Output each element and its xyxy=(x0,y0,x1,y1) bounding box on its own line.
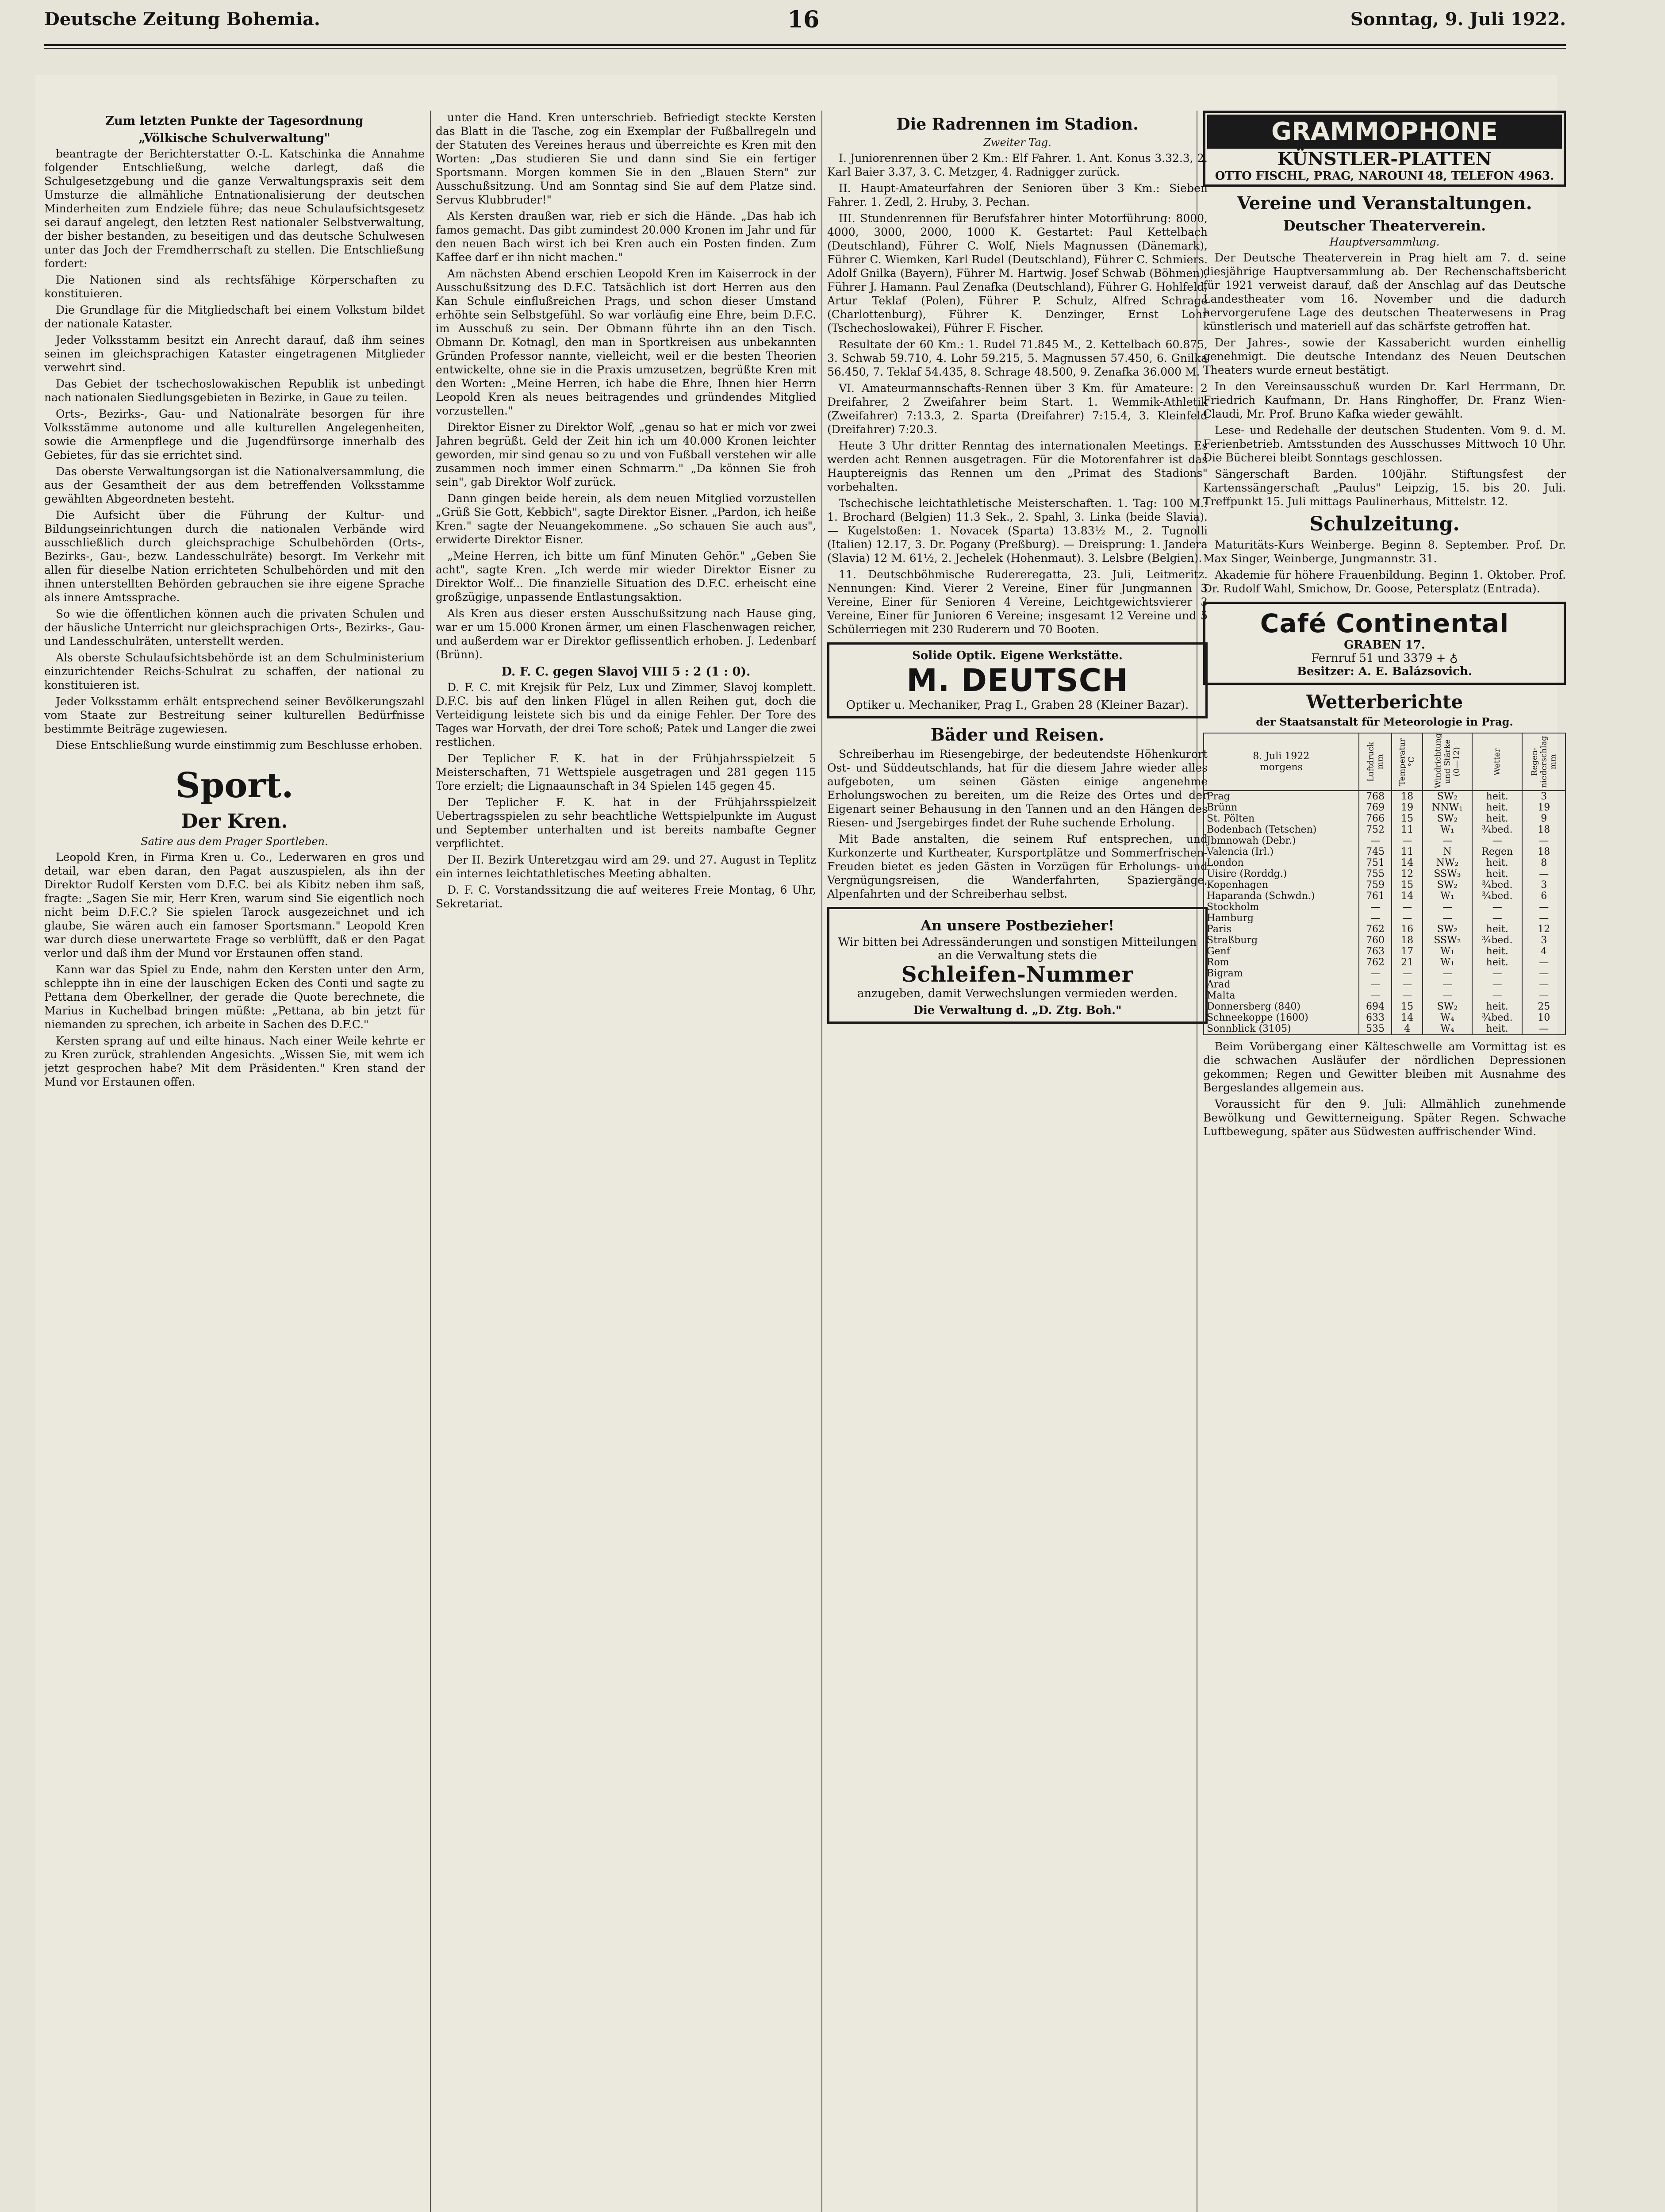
weather-value: — xyxy=(1359,968,1392,979)
weather-station: Straßburg xyxy=(1204,935,1359,946)
weather-value: — xyxy=(1472,968,1522,979)
weather-value: SW₂ xyxy=(1423,1001,1472,1012)
weather-row xyxy=(1204,802,1565,813)
weather-value: — xyxy=(1522,979,1565,990)
masthead xyxy=(44,6,1566,35)
weather-value: — xyxy=(1359,979,1392,990)
ad-company-name: M. DEUTSCH xyxy=(906,662,1128,699)
weather-value: 762 xyxy=(1359,957,1392,968)
weather-value: heit. xyxy=(1472,946,1522,957)
weather-row xyxy=(1204,1023,1565,1035)
weather-header-col: Luftdruck mm xyxy=(1359,733,1392,791)
masthead-paper: Deutsche Zeitung Bohemia. xyxy=(44,9,320,30)
weather-value: — xyxy=(1359,913,1392,924)
ad-owner: Besitzer: A. E. Balázsovich. xyxy=(1297,665,1472,678)
weather-value: 6 xyxy=(1522,891,1565,902)
weather-station: Haparanda (Schwdn.) xyxy=(1204,891,1359,902)
weather-row xyxy=(1204,879,1565,891)
weather-station: Arad xyxy=(1204,979,1359,990)
weather-value: — xyxy=(1472,979,1522,990)
paragraph: III. Stundenrennen für Berufsfahrer hinter Motorführung: 8000, 4000, 3000, 2000, 1000 K. Gestartet: Paul Kettelbach (Deutschland), Führer C. Wolf, Niels Magnussen (Dänemark), Führer C. Wiemken, Karl Rudel (Deutschland), Führer C. Schmiers. Adolf Gnilka (Bayern), Führer M. Hartwig. Josef Schwab (Böhmen), Führer J. Hamann. Paul Zenafka (Deutschland), Führer G. Hohlfeld, Artur Teklaf (Polen), Führer P. Schulz, Alfred Schrage (Charlottenburg), Führer K. Denzinger, Ernst Lohr (Tschechoslowakei), Führer F. Fischer. xyxy=(827,212,1208,334)
weather-value: ¾bed. xyxy=(1472,879,1522,891)
masthead-rule-thin xyxy=(44,48,1566,49)
weather-value: — xyxy=(1472,913,1522,924)
notice-body: Wir bitten bei Adressänderungen und sonstigen Mitteilungen an die Verwaltung stets die xyxy=(838,936,1197,962)
section-heading-schulzeitung: Schulzeitung. xyxy=(1309,513,1460,535)
weather-value: — xyxy=(1392,968,1422,979)
paragraph: Schreiberhau im Riesengebirge, der bedeutendste Höhenkurort Ost- und Süddeutschlands, hat für die diesem Jahre wieder alles aufgeboten, um seinen Gästen einige angenehme Erholungswochen zu bereiten, um die Reize des Ortes und der Eigenart seiner Behausung in den Tannen und an den Hängen des Riesen- und Jsergebirges findet der Ruhe suchende Erholung. xyxy=(827,748,1208,829)
weather-station: Kopenhagen xyxy=(1204,879,1359,891)
paragraph: Direktor Eisner zu Direktor Wolf, „genau so hat er mich vor zwei Jahren begrüßt. Geld der Zeit hin ich um 40.000 Kronen leichter geworden, mir sind genau so zu und von Fußball verstehen wir alle zusammen noch immer einen Schmarrn." „Da können Sie froh sein", gab Direktor Wolf zurück. xyxy=(436,421,816,488)
weather-station: Bodenbach (Tetschen) xyxy=(1204,824,1359,835)
paragraph: Als oberste Schulaufsichtsbehörde ist an dem Schulministerium einzurichtender Reichs-Schulrat zu schaffen, der national zu konstituieren ist. xyxy=(44,651,425,691)
weather-value: 759 xyxy=(1359,879,1392,891)
weather-row xyxy=(1204,935,1565,946)
weather-value: — xyxy=(1472,990,1522,1001)
weather-time: morgens xyxy=(1259,762,1303,773)
weather-value: 18 xyxy=(1522,824,1565,835)
weather-value: 12 xyxy=(1522,924,1565,935)
paragraph: Maturitäts-Kurs Weinberge. Beginn 8. September. Prof. Dr. Max Singer, Weinberge, Jungmannstr. 31. xyxy=(1203,538,1566,565)
paragraph: D. F. C. Vorstandssitzung die auf weiteres Freie Montag, 6 Uhr, Sekretariat. xyxy=(436,883,816,910)
section-heading-wetter: Wetterberichte xyxy=(1306,691,1463,713)
weather-value: — xyxy=(1392,835,1422,846)
paragraph: Die Nationen sind als rechtsfähige Körperschaften zu konstituieren. xyxy=(44,273,425,300)
weather-value: 4 xyxy=(1522,946,1565,957)
weather-value: W₄ xyxy=(1423,1012,1472,1023)
paragraph: unter die Hand. Kren unterschrieb. Befriedigt steckte Kersten das Blatt in die Tasche, zog ein Exemplar der Fußballregeln und der Statuten des Vereines heraus und überreichte es Kren mit den Worten: „Das studieren Sie und dann sind Sie ein fertiger Sportsmann. Morgen kommen Sie in den „Blauen Stern" zur Ausschußsitzung. Und am Sonntag sind Sie auf dem Platze sind. Servus Klubbruder!" xyxy=(436,111,816,206)
ad-line: KÜNSTLER-PLATTEN xyxy=(1277,149,1492,169)
weather-value: 17 xyxy=(1392,946,1422,957)
weather-value: — xyxy=(1392,990,1422,1001)
notice-tail: anzugeben, damit Verwechslungen vermieden werden. xyxy=(857,987,1178,1000)
weather-value: 25 xyxy=(1522,1001,1565,1012)
paragraph: Die Aufsicht über die Führung der Kultur- und Bildungseinrichtungen durch die nationalen Verbände wird ausschließlich durch gleichsprachige Schulbehörden (Orts-, Bezirks-, Gau-, bezw. Landesschulräte) besorgt. Im Verkehr mit allen für dieselbe Nation errichteten Schulbehörden und mit den ihnen unterstellten Behörden gebrauchen sie ihre eigene Sprache als innere Amtssprache. xyxy=(44,509,425,604)
paragraph: Sängerschaft Barden. 100jähr. Stiftungsfest der Kartenssängerschaft „Paulus" Leipzig, 15. bis 20. Juli. Treffpunkt 15. Juli mittags Paulinerhaus, Mittelstr. 12. xyxy=(1203,468,1566,508)
weather-header-col: Wetter xyxy=(1472,733,1522,791)
weather-value: 745 xyxy=(1359,846,1392,857)
weather-value: 18 xyxy=(1392,935,1422,946)
paragraph: Der Deutsche Theaterverein in Prag hielt am 7. d. seine diesjährige Hauptversammlung ab. Der Rechenschaftsbericht für 1921 verweist darauf, daß der Anschlag auf das Deutsche Landestheater vom 16. November und die dadurch hervorgerufene Lage des deutschen Theaterwesens in Prag künstlerisch und materiell auf das schärfste getroffen hat. xyxy=(1203,251,1566,333)
weather-station: Prag xyxy=(1204,791,1359,802)
weather-station: Valencia (Irl.) xyxy=(1204,846,1359,857)
weather-row xyxy=(1204,824,1565,835)
article-heading-radrennen: Die Radrennen im Stadion. xyxy=(896,115,1139,134)
weather-date: 8. Juli 1922 xyxy=(1253,751,1310,762)
weather-value: — xyxy=(1392,913,1422,924)
paragraph: Als Kersten draußen war, rieb er sich die Hände. „Das hab ich famos gemacht. Das gibt zumindest 20.000 Kronen im Jahr und für den neuen Bach wirst ich bei Kren auch ein Posten finden. Zum Kaffee darf er ihn nicht machen." xyxy=(436,210,816,264)
weather-value: SW₂ xyxy=(1423,924,1472,935)
weather-row xyxy=(1204,1012,1565,1023)
ad-phone: Fernruf 51 und 3379 + ♁ xyxy=(1311,652,1458,665)
weather-value: 752 xyxy=(1359,824,1392,835)
weather-row xyxy=(1204,902,1565,913)
weather-value: 15 xyxy=(1392,879,1422,891)
weather-value: 694 xyxy=(1359,1001,1392,1012)
weather-station: Rom xyxy=(1204,957,1359,968)
weather-value: 19 xyxy=(1522,802,1565,813)
weather-value: 3 xyxy=(1522,879,1565,891)
weather-value: — xyxy=(1359,835,1392,846)
page-number: 16 xyxy=(787,6,820,33)
weather-station: Schneekoppe (1600) xyxy=(1204,1012,1359,1023)
weather-row xyxy=(1204,946,1565,957)
paragraph: Die Grundlage für die Mitgliedschaft bei einem Volkstum bildet der nationale Kataster. xyxy=(44,303,425,330)
advertisement-grammophone xyxy=(1203,111,1566,187)
weather-value: 14 xyxy=(1392,857,1422,868)
weather-value: NNW₁ xyxy=(1423,802,1472,813)
weather-station: Uisire (Rorddg.) xyxy=(1204,868,1359,879)
weather-value: 535 xyxy=(1359,1023,1392,1035)
weather-value: — xyxy=(1472,835,1522,846)
advertisement-deutsch xyxy=(827,642,1208,718)
weather-value: 9 xyxy=(1522,813,1565,824)
weather-row xyxy=(1204,1001,1565,1012)
ad-address: Optiker u. Mechaniker, Prag I., Graben 28 (Kleiner Bazar). xyxy=(846,699,1189,712)
advertisement-cafe-continental xyxy=(1203,602,1566,685)
weather-row xyxy=(1204,957,1565,968)
weather-value: 11 xyxy=(1392,824,1422,835)
article-heading-theater: Deutscher Theaterverein. xyxy=(1283,217,1486,234)
paragraph: Mit Bade anstalten, die seinem Ruf entsprechen, und Kurkonzerte und Kurtheater, Kursportplätze und Sommerfrischen-Freuden bietet es jeden Gästen in Vorzügen für Erholungs- und Vergnügungsreisen, die Wanderfahrten, Spaziergänge, Alpenfahrten und der Schreiberhau selbst. xyxy=(827,833,1208,900)
weather-value: 760 xyxy=(1359,935,1392,946)
weather-value: — xyxy=(1522,835,1565,846)
notice-keyword: Schleifen-Nummer xyxy=(902,962,1133,987)
column-3 xyxy=(827,111,1208,1030)
weather-station: Jbmnowah (Debr.) xyxy=(1204,835,1359,846)
paragraph: Das Gebiet der tschechoslowakischen Republik ist unbedingt nach nationalen Siedlungsgebieten in Bezirke, in Gaue zu teilen. xyxy=(44,377,425,404)
weather-value: 769 xyxy=(1359,802,1392,813)
paragraph: Dann gingen beide herein, als dem neuen Mitglied vorzustellen „Grüß Sie Gott, Kebbich", sagte Direktor Eisner. „Pardon, ich heiße Kren." sagte der Neuangekommene. „So schauen Sie auch aus", erwiderte Direktor Eisner. xyxy=(436,492,816,546)
weather-value: 10 xyxy=(1522,1012,1565,1023)
paragraph: D. F. C. mit Krejsik für Pelz, Lux und Zimmer, Slavoj komplett. D.F.C. bis auf den linken Flügel in allen Reihen gut, doch die Verteidigung leistete sich bis und da einige Fehler. Der Tore des Tages war Horvath, der drei Tore schoß; Patek und Langer die zwei restlichen. xyxy=(436,681,816,749)
ad-cafe-name: Café Continental xyxy=(1260,608,1509,638)
weather-value: 3 xyxy=(1522,791,1565,802)
weather-value: — xyxy=(1423,990,1472,1001)
weather-value: heit. xyxy=(1472,1023,1522,1035)
weather-station: St. Pölten xyxy=(1204,813,1359,824)
paragraph: In den Vereinsausschuß wurden Dr. Karl Herrmann, Dr. Friedrich Kaufmann, Dr. Hans Ringhoffer, Dr. Franz Wien-Claudi, Mr. Prof. Bruno Kafka wieder gewählt. xyxy=(1203,380,1566,420)
paragraph: Jeder Volksstamm erhält entsprechend seiner Bevölkerungszahl vom Staate zur Bestreitung seiner kulturellen Bedürfnisse bestimmte Beiträge zugewiesen. xyxy=(44,695,425,735)
weather-table xyxy=(1203,733,1566,1035)
weather-station: Donnersberg (840) xyxy=(1204,1001,1359,1012)
paragraph: Tschechische leichtathletische Meisterschaften. 1. Tag: 100 M.: 1. Brochard (Belgien) 11.3 Sek., 2. Spahl, 3. Linka (beide Slavia). — Kugelstoßen: 1. Novacek (Sparta) 13.83½ M., 2. Tugnolli (Italien) 12.17, 3. Dr. Pogany (Preßburg). — Dreisprung: 1. Jandera (Slavia) 12 M. 61½, 2. Jechelek (Hohenmaut). 3. Lelsbre (Belgien). xyxy=(827,497,1208,565)
weather-station: Malta xyxy=(1204,990,1359,1001)
weather-value: W₁ xyxy=(1423,891,1472,902)
weather-value: NW₂ xyxy=(1423,857,1472,868)
weather-row xyxy=(1204,868,1565,879)
weather-row xyxy=(1204,979,1565,990)
weather-value: W₁ xyxy=(1423,824,1472,835)
weather-value: heit. xyxy=(1472,802,1522,813)
weather-header-col: Windrichtung und Stärke (0—12) xyxy=(1423,733,1472,791)
weather-value: 15 xyxy=(1392,813,1422,824)
paragraph: Orts-, Bezirks-, Gau- und Nationalräte besorgen für ihre Volksstämme autonome und alle kulturellen Angelegenheiten, sowie die Armenpflege und die Jugendfürsorge innerhalb des Gebietes, für das sie errichtet sind. xyxy=(44,407,425,461)
paragraph: Am nächsten Abend erschien Leopold Kren im Kaiserrock in der Ausschußsitzung des D.F.C. Tatsächlich ist dort Herren aus den Kan Schule einflußreichen Prags, und schon dieser Umstand erhöhte sein Selbstgefühl. So war vorläufig eine Ehre, beim D.F.C. im Ausschuß zu sein. Der Obmann führte ihn an den Tisch. Obmann Dr. Kotnagl, den man in Sportkreisen aus unbekannten Gründen Professor nannte, vielleicht, weil er die besten Theorien entwickelte, ohne sie in die Praxis umzusetzen, begrüßte Kren mit den Worten: „Meine Herren, ich habe die Ehre, Ihnen hier Herrn Leopold Kren als neues beitragendes und gründendes Mitglied vorzustellen." xyxy=(436,267,816,417)
paragraph: Der Jahres-, sowie der Kassabericht wurden einhellig genehmigt. Die deutsche Intendanz des Neuen Deutschen Theaters wurde erneut bestätigt. xyxy=(1203,336,1566,376)
weather-value: 11 xyxy=(1392,846,1422,857)
weather-value: SW₂ xyxy=(1423,791,1472,802)
weather-value: — xyxy=(1359,902,1392,913)
weather-value: — xyxy=(1522,957,1565,968)
paragraph: Voraussicht für den 9. Juli: Allmählich zunehmende Bewölkung und Gewitterneigung. Später Regen. Schwache Luftbewegung, später aus Südwesten auffrischender Wind. xyxy=(1203,1098,1566,1138)
weather-value: — xyxy=(1522,990,1565,1001)
weather-station: Brünn xyxy=(1204,802,1359,813)
weather-value: N xyxy=(1423,846,1472,857)
weather-value: 14 xyxy=(1392,891,1422,902)
weather-row xyxy=(1204,857,1565,868)
weather-value: — xyxy=(1423,835,1472,846)
masthead-rule xyxy=(44,44,1566,46)
weather-value: 8 xyxy=(1522,857,1565,868)
weather-value: 766 xyxy=(1359,813,1392,824)
weather-row xyxy=(1204,835,1565,846)
column-divider xyxy=(430,111,431,2212)
weather-header-date xyxy=(1204,733,1359,791)
weather-value: ¾bed. xyxy=(1472,1012,1522,1023)
weather-value: — xyxy=(1392,979,1422,990)
weather-value: 21 xyxy=(1392,957,1422,968)
article-subheading: Zweiter Tag. xyxy=(983,136,1051,149)
ad-title: GRAMMOPHONE xyxy=(1207,115,1562,149)
weather-station: Paris xyxy=(1204,924,1359,935)
paragraph: Beim Vorübergang einer Kälteschwelle am Vormittag ist es die schwachen Ausläufer der nördlichen Depressionen gekommen; Regen und Gewitter bleiben mit Ausnahme des Bergeslandes allgemein aus. xyxy=(1203,1040,1566,1094)
weather-value: 755 xyxy=(1359,868,1392,879)
paragraph: Heute 3 Uhr dritter Renntag des internationalen Meetings. Es werden acht Rennen ausgetragen. Für die Motorenfahrer ist das Hauptereignis das Rennen um den „Primat des Stadions" vorbehalten. xyxy=(827,439,1208,493)
weather-station: Stockholm xyxy=(1204,902,1359,913)
column-divider xyxy=(821,111,822,2212)
weather-value: 3 xyxy=(1522,935,1565,946)
weather-value: 15 xyxy=(1392,1001,1422,1012)
paragraph: Lese- und Redehalle der deutschen Studenten. Vom 9. d. M. Ferienbetrieb. Amtsstunden des Ausschusses Mittwoch 10 Uhr. Die Bücherei bleibt Sonntags geschlossen. xyxy=(1203,424,1566,464)
paragraph: Kann war das Spiel zu Ende, nahm den Kersten unter den Arm, schleppte ihn in eine der lauschigen Ecken des Conti und sagte zu Pettana dem Oberkellner, der gerade die Quote berechnete, die Marius in Kuchelbad bringen müßte: „Pettana, ab bin jetzt für niemanden zu sprechen, ich arbeite in Sachen des D.F.C." xyxy=(44,963,425,1031)
weather-row xyxy=(1204,846,1565,857)
paragraph: Leopold Kren, in Firma Kren u. Co., Lederwaren en gros und detail, war eben daran, den Pagat auszuspielen, als ihn der Direktor Rudolf Kersten vom D.F.C. bei als Kibitz neben ihm saß, fragte: „Sagen Sie mir, Herr Kren, warum sind Sie eigentlich noch nicht beim D.F.C.? Sie spielen Tarock ausgezeichnet und ich glaube, Sie wären auch ein famoser Sportsmann." Leopold Kren war durch diese unerwartete Frage so verblüfft, daß er den Pagat verlor und daß ihm der Mund vor Erstaunen offen stand. xyxy=(44,851,425,960)
article-heading: „Völkische Schulverwaltung" xyxy=(138,131,330,145)
weather-value: 751 xyxy=(1359,857,1392,868)
paragraph: Resultate der 60 Km.: 1. Rudel 71.845 M., 2. Kettelbach 60.875, 3. Schwab 59.710, 4. Lohr 59.215, 5. Magnussen 57.450, 6. Gnilka 56.450, 7. Teklaf 54.435, 8. Schrage 48.500, 9. Zenafka 36.000 M. xyxy=(827,338,1208,378)
notice-signature: Die Verwaltung d. „D. Ztg. Boh." xyxy=(913,1004,1122,1017)
weather-value: W₁ xyxy=(1423,957,1472,968)
section-heading-baeder: Bäder und Reisen. xyxy=(930,725,1105,745)
paragraph: beantragte der Berichterstatter O.-L. Katschinka die Annahme folgender Entschließung, welche darlegt, daß die Schulgesetzgebung und die ganze Verwaltungspraxis seit dem Umsturze die allmähliche Entnationalisierung der deutschen Minderheiten zum Endziele führe; das neue Schulaufsichtsgesetz sei darauf angelegt, den letzten Rest nationaler Selbstverwaltung, der bisher bestanden, zu beseitigen und das deutsche Schulwesen unter das Joch der Fremdherrschaft zu stellen. Die Entschließung fordert: xyxy=(44,147,425,270)
weather-value: — xyxy=(1423,968,1472,979)
weather-row xyxy=(1204,891,1565,902)
weather-value: — xyxy=(1522,868,1565,879)
column-4 xyxy=(1203,111,1566,1141)
weather-row xyxy=(1204,968,1565,979)
weather-value: — xyxy=(1472,902,1522,913)
weather-row xyxy=(1204,990,1565,1001)
weather-value: heit. xyxy=(1472,868,1522,879)
paragraph: Der Teplicher F. K. hat in der Frühjahrsspielzeit 5 Meisterschaften, 71 Wettspiele ausgetragen und 281 gegen 115 Tore erzielt; die Lignaaunschaft in 34 Spielen 145 gegen 45. xyxy=(436,752,816,792)
weather-value: SSW₃ xyxy=(1423,868,1472,879)
weather-value: heit. xyxy=(1472,924,1522,935)
weather-station: Genf xyxy=(1204,946,1359,957)
weather-value: 4 xyxy=(1392,1023,1422,1035)
weather-value: 761 xyxy=(1359,891,1392,902)
weather-value: — xyxy=(1522,913,1565,924)
article-heading-kren: Der Kren. xyxy=(181,810,288,833)
paragraph: I. Juniorenrennen über 2 Km.: Elf Fahrer. 1. Ant. Konus 3.32.3, 2. Karl Baier 3.37, 3. C. Metzger, 4. Radnigger zurück. xyxy=(827,152,1208,178)
weather-value: 16 xyxy=(1392,924,1422,935)
weather-value: W₄ xyxy=(1423,1023,1472,1035)
notice-heading: An unsere Postbezieher! xyxy=(921,917,1114,934)
paragraph: Akademie für höhere Frauenbildung. Beginn 1. Oktober. Prof. Dr. Rudolf Wahl, Smichow, Dr. Goose, Petersplatz (Entrada). xyxy=(1203,568,1566,595)
paragraph: „Meine Herren, ich bitte um fünf Minuten Gehör." „Geben Sie acht", sagte Kren. „Ich werde mir wieder Direktor Eisner zu Direktor Wolf... Die finanzielle Situation des D.F.C. erheischt eine großzügige, unpassende Entlastungsaktion. xyxy=(436,549,816,603)
ad-tagline: Solide Optik. Eigene Werkstätte. xyxy=(912,649,1123,662)
weather-value: 18 xyxy=(1522,846,1565,857)
paragraph: Jeder Volksstamm besitzt ein Anrecht darauf, daß ihm seines seinen im gleichsprachigen Kataster eingetragenen Mitglieder verwehrt sind. xyxy=(44,334,425,374)
section-heading-sport: Sport. xyxy=(175,765,294,806)
ad-address: OTTO FISCHL, PRAG, NAROUNI 48, TELEFON 4963. xyxy=(1215,169,1554,183)
masthead-date: Sonntag, 9. Juli 1922. xyxy=(1350,9,1566,30)
weather-header-col: Temperatur °C xyxy=(1392,733,1422,791)
paragraph: Kersten sprang auf und eilte hinaus. Nach einer Weile kehrte er zu Kren zurück, strahlenden Angesichts. „Wissen Sie, mit wem ich jetzt gesprochen habe? Mit dem Präsidenten." Kren stand der Mund vor Erstaunen offen. xyxy=(44,1034,425,1088)
weather-station: Bigram xyxy=(1204,968,1359,979)
weather-value: 12 xyxy=(1392,868,1422,879)
weather-station: Sonnblick (3105) xyxy=(1204,1023,1359,1035)
paragraph: Als Kren aus dieser ersten Ausschußsitzung nach Hause ging, war er um 15.000 Kronen ärmer, um einen Flaschenwagen reicher, und außerdem war er Direktor geflissentlich erhoben. J. Ledenbarf (Brünn). xyxy=(436,607,816,661)
paragraph: Diese Entschließung wurde einstimmig zum Beschlusse erhoben. xyxy=(56,739,422,752)
notice-postbezieher xyxy=(827,907,1208,1024)
weather-row xyxy=(1204,913,1565,924)
article-subheading: Hauptversammlung. xyxy=(1329,236,1440,248)
weather-value: ¾bed. xyxy=(1472,824,1522,835)
kicker: Zum letzten Punkte der Tagesordnung xyxy=(105,114,364,128)
column-2 xyxy=(436,111,816,913)
weather-row xyxy=(1204,924,1565,935)
weather-value: SW₂ xyxy=(1423,879,1472,891)
paragraph: Der Teplicher F. K. hat in der Frühjahrsspielzeit Uebertragsspielen zu sehr beachtliche Wettspielpunkte im August und September unterhalten und ist bereits nambafte Gegner verpflichtet. xyxy=(436,796,816,850)
weather-value: 14 xyxy=(1392,1012,1422,1023)
article-subheading: Satire aus dem Prager Sportleben. xyxy=(141,835,328,848)
weather-value: ¾bed. xyxy=(1472,935,1522,946)
paragraph: Das oberste Verwaltungsorgan ist die Nationalversammlung, die aus der Gesamtheit der aus dem betreffenden Volksstamme gewählten Abgeordneten besteht. xyxy=(44,465,425,505)
weather-value: 762 xyxy=(1359,924,1392,935)
weather-value: W₁ xyxy=(1423,946,1472,957)
weather-value: 19 xyxy=(1392,802,1422,813)
weather-value: Regen xyxy=(1472,846,1522,857)
section-heading-vereine: Vereine und Veranstaltungen. xyxy=(1237,193,1532,214)
paragraph: II. Haupt-Amateurfahren der Senioren über 3 Km.: Sieben Fahrer. 1. Zedl, 2. Hruby, 3. Pechan. xyxy=(827,182,1208,208)
weather-value: — xyxy=(1522,1023,1565,1035)
weather-value: heit. xyxy=(1472,1001,1522,1012)
weather-value: SSW₂ xyxy=(1423,935,1472,946)
wetter-subheading: der Staatsanstalt für Meteorologie in Prag. xyxy=(1256,715,1513,728)
weather-value: — xyxy=(1522,902,1565,913)
weather-value: heit. xyxy=(1472,957,1522,968)
weather-value: SW₂ xyxy=(1423,813,1472,824)
paragraph: Der II. Bezirk Unteretzgau wird am 29. und 27. August in Teplitz ein internes leichtathletisches Meeting abhalten. xyxy=(436,853,816,880)
weather-station: Hamburg xyxy=(1204,913,1359,924)
weather-row xyxy=(1204,791,1565,802)
weather-value: 763 xyxy=(1359,946,1392,957)
weather-value: heit. xyxy=(1472,813,1522,824)
weather-value: 633 xyxy=(1359,1012,1392,1023)
column-1 xyxy=(44,111,425,1091)
weather-header-col: Regen-niederschlag mm xyxy=(1522,733,1565,791)
weather-value: heit. xyxy=(1472,791,1522,802)
weather-value: — xyxy=(1423,913,1472,924)
weather-value: — xyxy=(1423,902,1472,913)
weather-value: ¾bed. xyxy=(1472,891,1522,902)
weather-value: — xyxy=(1423,979,1472,990)
weather-value: — xyxy=(1359,990,1392,1001)
paragraph: VI. Amateurmannschafts-Rennen über 3 Km. für Amateure: 2 Dreifahrer, 2 Zweifahrer beim Start. 1. Wemmik-Athletik (Zweifahrer) 7:13.3, 2. Sparta (Dreifahrer) 7:15.4, 3. Kleinfeld (Dreifahrer) 7:20.3. xyxy=(827,382,1208,436)
weather-value: 18 xyxy=(1392,791,1422,802)
paragraph: So wie die öffentlichen können auch die privaten Schulen und der häusliche Unterricht nur gleichsprachigen Orts-, Bezirks-, Gau- und Landesschulräten, unterstellt werden. xyxy=(44,607,425,648)
weather-value: — xyxy=(1522,968,1565,979)
ad-street: GRABEN 17. xyxy=(1344,638,1425,652)
results-heading: D. F. C. gegen Slavoj VIII 5 : 2 (1 : 0). xyxy=(501,665,751,679)
weather-value: — xyxy=(1392,902,1422,913)
paragraph: 11. Deutschböhmische Rudereregatta, 23. Juli, Leitmeritz. Nennungen: Kind. Vierer 2 Vereine, Einer für Jungmannen 3 Vereine, Einer für Senioren 4 Vereine, Leichtgewichtsvierer 3 Vereine, Einer für Junioren 6 Vereine; insgesamt 12 Vereine und 5 Schülerriegen mit 230 Ruderern und 70 Booten. xyxy=(827,568,1208,636)
weather-value: 768 xyxy=(1359,791,1392,802)
weather-table-body xyxy=(1204,791,1565,1035)
weather-row xyxy=(1204,813,1565,824)
weather-station: London xyxy=(1204,857,1359,868)
weather-value: heit. xyxy=(1472,857,1522,868)
